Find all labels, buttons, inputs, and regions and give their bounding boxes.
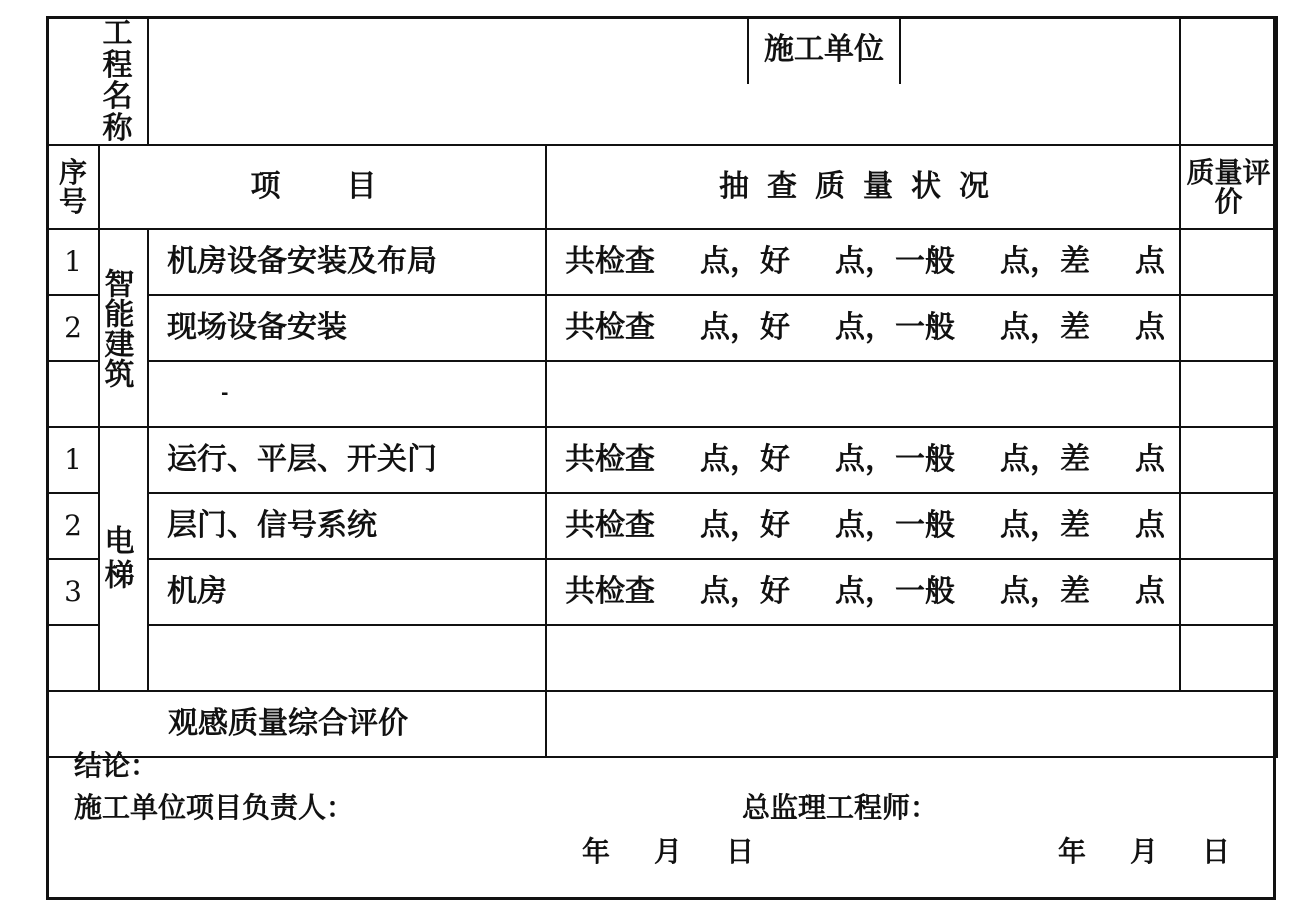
eval-header: 质量评价 (1180, 145, 1277, 229)
status-part: 点，一般 (835, 310, 955, 346)
status-part: 点，好 (700, 244, 790, 280)
status-part: 点，好 (700, 442, 790, 478)
item-cell: 层门、信号系统 (148, 493, 546, 559)
project-name-label: 工程名称 (47, 17, 148, 145)
status-part: 点，差 (1000, 310, 1090, 346)
item-cell: - (148, 361, 546, 427)
status-part: 点，差 (1000, 508, 1090, 544)
item-header: 项 目 (99, 145, 546, 229)
status-part: 点，好 (700, 574, 790, 610)
status-part: 点，好 (700, 508, 790, 544)
item-cell: 现场设备安装 (148, 295, 546, 361)
status-header: 抽查质量状况 (546, 145, 1180, 229)
conclusion-label: 结论： (74, 749, 159, 782)
status-part: 共检查 (565, 442, 655, 478)
status-part: 点，差 (1000, 442, 1090, 478)
status-part: 共检查 (565, 574, 655, 610)
status-part: 点 (1135, 574, 1165, 610)
seq-cell: 1 (47, 229, 99, 295)
item-cell: 机房 (148, 559, 546, 625)
date-left: 年 月 日 (582, 835, 763, 868)
status-part: 点，差 (1000, 244, 1090, 280)
status-part: 点 (1135, 244, 1165, 280)
status-part: 点 (1135, 442, 1165, 478)
chief-supervisor-label: 总监理工程师： (742, 791, 939, 824)
status-part: 点，差 (1000, 574, 1090, 610)
seq-cell: 2 (47, 493, 99, 559)
status-part: 点，一般 (835, 442, 955, 478)
signature-section (46, 700, 1276, 900)
status-part: 点，好 (700, 310, 790, 346)
item-cell: 运行、平层、开关门 (148, 427, 546, 493)
status-part: 共检查 (565, 508, 655, 544)
status-part: 点，一般 (835, 244, 955, 280)
status-part: 点 (1135, 508, 1165, 544)
seq-cell: 2 (47, 295, 99, 361)
status-part: 共检查 (565, 244, 655, 280)
seq-cell: 3 (47, 559, 99, 625)
unit-manager-label: 施工单位项目负责人： (74, 791, 355, 824)
item-cell: 机房设备安装及布局 (148, 229, 546, 295)
construction-unit-label: 施工单位 (747, 16, 901, 84)
seq-cell: 1 (47, 427, 99, 493)
group-label-text: 电梯 (98, 525, 134, 593)
overall-label: 观感质量综合评价 (47, 691, 546, 757)
seq-header: 序号 (47, 145, 99, 229)
group-label-text: 智能建筑 (98, 268, 134, 388)
status-part: 点，一般 (835, 508, 955, 544)
date-right: 年 月 日 (1058, 835, 1239, 868)
status-part: 点 (1135, 310, 1165, 346)
status-part: 点，一般 (835, 574, 955, 610)
status-part: 共检查 (565, 310, 655, 346)
